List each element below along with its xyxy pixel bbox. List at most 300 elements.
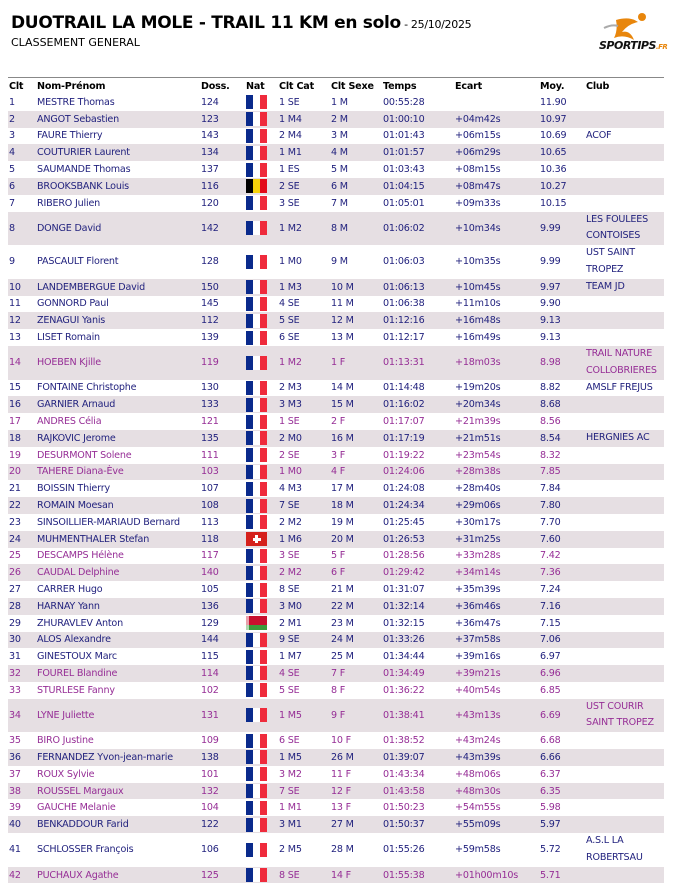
table-row [8,380,664,397]
cell-gap: +10m45s [454,279,539,296]
flag-fr-icon [246,448,267,462]
cell-club [585,396,664,413]
cell-gender-rank: 6 F [330,564,382,581]
cell-nationality [245,195,278,212]
cell-gap: +08m15s [455,164,501,176]
flag-fr-icon [246,784,267,798]
cell-club [585,195,664,212]
cell-time: 01:43:34 [383,768,425,780]
table-row [8,413,664,430]
cell-gender-rank: 21 M [331,584,354,595]
cell-bib: 122 [200,816,245,833]
cell-club [585,632,664,649]
cell-bib: 101 [201,768,219,780]
cell-nationality [245,682,278,699]
cell-club [585,447,664,464]
cell-club [585,867,664,884]
cell-name: FERNANDEZ Yvon-jean-marie [36,749,200,766]
cell-name: ZHURAVLEV Anton [37,617,123,629]
cell-gender-rank: 8 M [330,212,382,246]
cell-nationality [245,514,278,531]
cell-category-rank: 2 M2 [279,516,302,528]
cell-gender-rank: 4 F [330,464,382,481]
cell-gender-rank: 10 F [331,735,351,747]
cell-rank: 11 [9,298,21,310]
cell-gap: +40m54s [455,684,501,696]
cell-gender-rank: 14 M [331,382,354,394]
cell-gender-rank: 12 F [330,783,382,800]
cell-speed: 7.36 [539,564,585,581]
cell-name: RIBERO Julien [37,197,101,209]
cell-gender-rank: 9 M [331,256,348,268]
flag-fr-icon [246,549,267,563]
table-row [8,178,664,195]
cell-club [585,816,664,833]
cell-name: ANDRES Célia [37,416,102,428]
cell-club: AMSLF FREJUS [586,381,653,393]
table-row [8,195,664,212]
cell-category-rank: 2 M3 [279,382,302,394]
cell-name: DONGE David [36,212,200,246]
runner-logo-icon [596,12,656,42]
cell-name: HOEBEN Kjille [36,346,200,380]
cell-bib: 120 [201,197,219,209]
cell-nationality [245,564,278,581]
cell-speed: 6.35 [539,783,585,800]
cell-speed: 10.15 [540,197,567,209]
cell-nationality [245,799,278,816]
cell-rank: 40 [8,816,36,833]
table-row [8,346,664,380]
cell-nationality [245,632,278,649]
cell-gender-rank: 3 F [331,449,346,461]
flag-be-icon [246,179,267,193]
cell-rank: 6 [8,178,36,195]
cell-gap: +20m34s [454,396,539,413]
cell-name: ROUSSEL Margaux [36,783,200,800]
table-row [8,699,664,733]
cell-rank: 42 [8,867,36,884]
cell-rank: 13 [9,332,21,344]
cell-club [585,296,664,313]
flag-fr-icon [246,767,267,781]
cell-gender-rank: 10 M [330,279,382,296]
cell-nationality [245,464,278,481]
cell-gap: +33m28s [455,550,501,562]
flag-fr-icon [246,381,267,395]
table-row [8,732,664,749]
cell-club [585,497,664,514]
table-row [8,564,664,581]
cell-bib: 137 [201,164,219,176]
sportips-logo [596,12,666,58]
cell-category-rank: 1 ES [279,164,300,176]
table-row [8,480,664,497]
cell-gender-rank: 5 F [331,550,346,562]
table-row [8,144,664,161]
cell-rank: 18 [8,430,36,447]
cell-bib: 133 [200,396,245,413]
table-row [8,447,664,464]
cell-gender-rank: 23 M [331,617,354,629]
cell-club [585,783,664,800]
cell-name: LYNE Juliette [36,699,200,733]
cell-speed: 7.70 [540,516,561,528]
table-row [8,161,664,178]
cell-gender-rank: 26 M [330,749,382,766]
cell-club [585,531,664,548]
cell-gender-rank: 4 M [330,144,382,161]
cell-rank: 3 [9,130,15,142]
cell-gap: +35m39s [455,584,501,595]
cell-time: 01:29:42 [382,564,454,581]
cell-speed: 7.24 [540,584,561,595]
cell-speed: 7.16 [539,598,585,615]
cell-nationality [245,833,278,867]
cell-nationality [245,296,278,313]
cell-speed: 5.72 [540,844,561,856]
logo-suffix: .FR [655,43,668,51]
cell-bib: 140 [200,564,245,581]
cell-gap: +16m48s [454,312,539,329]
cell-name: LANDEMBERGUE David [36,279,200,296]
cell-club [585,732,664,749]
column-header-time: Temps [383,81,417,92]
cell-time: 01:50:37 [382,816,454,833]
flag-fr-icon [246,331,267,345]
cell-gap: +43m24s [455,735,501,747]
table-row [8,312,664,329]
cell-nationality [245,749,278,766]
cell-bib: 124 [201,96,219,108]
cell-gap: +59m58s [455,844,501,856]
cell-name: CAUDAL Delphine [36,564,200,581]
cell-nationality [245,783,278,800]
cell-nationality [245,447,278,464]
cell-category-rank: 1 M2 [278,212,330,246]
cell-nationality [245,665,278,682]
cell-time: 01:50:23 [383,802,425,814]
cell-nationality [245,699,278,733]
cell-name: GAUCHE Melanie [37,802,116,814]
cell-bib: 106 [201,844,219,856]
cell-gap: +01h00m10s [454,867,539,884]
cell-bib: 128 [201,256,219,268]
cell-gender-rank: 1 F [330,346,382,380]
cell-nationality [245,279,278,296]
cell-time: 01:16:02 [382,396,454,413]
cell-time: 01:55:26 [383,844,425,856]
cell-rank: 30 [8,632,36,649]
cell-time: 01:43:58 [382,783,454,800]
cell-rank: 14 [8,346,36,380]
cell-club: UST COURIR SAINT TROPEZ [585,699,664,733]
cell-nationality [245,615,278,632]
cell-gap: +29m06s [454,497,539,514]
table-row [8,430,664,447]
cell-time: 01:12:17 [383,332,425,344]
cell-bib: 103 [200,464,245,481]
cell-time: 01:38:52 [383,735,425,747]
cell-time: 01:55:38 [382,867,454,884]
column-header-category-rank: Clt Cat [279,81,314,92]
cell-gap: +30m17s [455,516,501,528]
flag-fr-icon [246,868,267,882]
cell-rank: 41 [9,844,21,856]
cell-club: LES FOULEES CONTOISES [585,212,664,246]
cell-club [585,111,664,128]
cell-category-rank: 4 SE [279,298,300,310]
flag-fr-icon [246,583,267,597]
race-title: DUOTRAIL LA MOLE - TRAIL 11 KM en solo [11,13,401,33]
cell-rank: 1 [9,96,15,108]
cell-bib: 113 [201,516,219,528]
cell-category-rank: 1 M6 [278,531,330,548]
table-row [8,749,664,766]
cell-gender-rank: 28 M [331,844,354,856]
cell-club [585,581,664,598]
cell-name: SCHLOSSER François [37,844,134,856]
cell-gap: +28m38s [454,464,539,481]
cell-time: 01:01:43 [383,130,425,142]
flag-fr-icon [246,683,267,697]
flag-fr-icon [246,708,267,722]
cell-gap: +48m06s [455,768,501,780]
cell-gender-rank: 11 F [331,768,351,780]
cell-name: PASCAULT Florent [37,256,119,268]
cell-speed: 7.06 [539,632,585,649]
table-row [8,816,664,833]
cell-gap: +09m33s [455,197,501,209]
flag-fr-icon [246,465,267,479]
table-row [8,615,664,632]
cell-time: 01:17:07 [383,416,425,428]
results-table [8,79,664,883]
cell-rank: 27 [9,584,21,595]
cell-gender-rank: 27 M [330,816,382,833]
cell-rank: 32 [8,665,36,682]
cell-speed: 10.97 [539,111,585,128]
table-row [8,648,664,665]
column-header-nationality: Nat [246,81,265,92]
cell-speed: 8.68 [539,396,585,413]
cell-speed: 9.99 [539,212,585,246]
cell-time: 01:06:02 [382,212,454,246]
cell-name: BROOKSBANK Louis [36,178,200,195]
cell-name: BENKADDOUR Farid [36,816,200,833]
table-row [8,665,664,682]
cell-nationality [245,94,278,111]
cell-nationality [245,212,278,246]
cell-club: TEAM JD [585,279,664,296]
cell-time: 01:12:16 [382,312,454,329]
cell-gender-rank: 20 M [330,531,382,548]
cell-rank: 8 [8,212,36,246]
cell-club [585,514,664,531]
cell-category-rank: 2 M1 [279,617,302,629]
cell-time: 01:13:31 [382,346,454,380]
cell-rank: 17 [9,416,21,428]
cell-gender-rank: 16 M [330,430,382,447]
cell-gender-rank: 13 F [331,802,351,814]
cell-time: 01:31:07 [383,584,425,595]
cell-club [585,480,664,497]
cell-bib: 134 [200,144,245,161]
cell-category-rank: 1 M2 [278,346,330,380]
cell-category-rank: 8 SE [278,867,330,884]
cell-speed: 5.97 [539,816,585,833]
cell-category-rank: 3 M0 [278,598,330,615]
table-row [8,464,664,481]
cell-rank: 29 [9,617,21,629]
cell-club [585,312,664,329]
cell-bib: 125 [200,867,245,884]
cell-gender-rank: 5 M [331,164,348,176]
cell-name: GONNORD Paul [37,298,109,310]
flag-fr-icon [246,515,267,529]
cell-club [585,648,664,665]
cell-rank: 9 [9,256,15,268]
cell-category-rank: 3 SE [279,550,300,562]
cell-rank: 4 [8,144,36,161]
cell-rank: 10 [8,279,36,296]
cell-speed: 8.56 [540,416,561,428]
cell-gender-rank: 25 M [331,651,354,663]
cell-nationality [245,732,278,749]
cell-speed: 9.99 [540,256,561,268]
cell-gender-rank: 15 M [330,396,382,413]
cell-nationality [245,598,278,615]
cell-gap: +37m58s [454,632,539,649]
flag-fr-icon [246,666,267,680]
cell-gap: +10m34s [454,212,539,246]
cell-club [585,548,664,565]
flag-fr-icon [246,415,267,429]
cell-gender-rank: 9 F [330,699,382,733]
cell-nationality [245,329,278,346]
cell-gap [454,94,539,111]
table-row [8,783,664,800]
cell-nationality [245,111,278,128]
flag-fr-icon [246,297,267,311]
cell-category-rank: 1 M1 [279,802,302,814]
cell-speed: 9.13 [539,312,585,329]
race-date: - 25/10/2025 [400,18,472,31]
cell-bib: 112 [200,312,245,329]
cell-gap: +54m55s [455,802,501,814]
cell-category-rank: 1 M5 [278,749,330,766]
cell-time: 01:03:43 [383,164,425,176]
cell-club: ACOF [586,129,612,141]
cell-category-rank: 5 SE [278,312,330,329]
flag-ch-icon [246,532,267,546]
table-row [8,94,664,111]
cell-category-rank: 2 SE [279,449,300,461]
cell-club: TRAIL NATURE COLLOBRIERES [585,346,664,380]
cell-name: COUTURIER Laurent [36,144,200,161]
cell-club [585,749,664,766]
header-divider [8,77,664,78]
cell-name: SINSOILLIER-MARIAUD Bernard [37,516,180,528]
table-row [8,867,664,884]
cell-gap: +39m16s [455,651,501,663]
cell-category-rank: 7 SE [278,497,330,514]
cell-gender-rank: 24 M [330,632,382,649]
cell-speed: 6.69 [539,699,585,733]
cell-bib: 117 [201,550,219,562]
cell-time: 01:28:56 [383,550,425,562]
cell-bib: 130 [201,382,219,394]
cell-gap: +16m49s [455,332,501,344]
cell-club [585,665,664,682]
table-row [8,598,664,615]
flag-fr-icon [246,818,267,832]
cell-time: 01:00:10 [382,111,454,128]
flag-fr-icon [246,280,267,294]
flag-fr-icon [246,750,267,764]
cell-name: DESCAMPS Hélène [37,550,124,562]
cell-rank: 34 [8,699,36,733]
cell-name: FOUREL Blandine [36,665,200,682]
cell-rank: 36 [8,749,36,766]
cell-gap: +39m21s [454,665,539,682]
cell-nationality [245,413,278,430]
cell-bib: 105 [201,584,219,595]
cell-time: 01:06:03 [383,256,425,268]
flag-fr-icon [246,356,267,370]
table-row [8,329,664,346]
flag-fr-icon [246,129,267,143]
cell-time: 01:33:26 [382,632,454,649]
cell-nationality [245,531,278,548]
cell-rank: 35 [9,735,21,747]
cell-club [585,178,664,195]
cell-speed: 7.15 [540,617,561,629]
cell-gap: +08m47s [454,178,539,195]
flag-fr-icon [246,499,267,513]
cell-time: 01:05:01 [383,197,425,209]
cell-nationality [245,648,278,665]
cell-nationality [245,430,278,447]
cell-category-rank: 1 M0 [279,256,302,268]
flag-fr-icon [246,566,267,580]
flag-fr-icon [246,482,267,496]
cell-gap: +36m47s [455,617,501,629]
cell-club [585,799,664,816]
cell-time: 01:24:08 [383,483,425,495]
table-row [8,245,664,279]
cell-name: ROMAIN Moesan [36,497,200,514]
cell-club [585,413,664,430]
cell-nationality [245,144,278,161]
cell-nationality [245,245,278,279]
cell-nationality [245,396,278,413]
cell-name: BOISSIN Thierry [37,483,110,495]
cell-bib: 142 [200,212,245,246]
cell-name: ALOS Alexandre [36,632,200,649]
cell-category-rank: 2 M0 [278,430,330,447]
cell-time: 01:34:44 [383,651,425,663]
cell-speed: 9.13 [540,332,561,344]
cell-time: 01:06:13 [382,279,454,296]
cell-name: MUHMENTHALER Stefan [36,531,200,548]
cell-bib: 144 [200,632,245,649]
cell-bib: 131 [200,699,245,733]
cell-gap: +43m13s [454,699,539,733]
cell-time: 00:55:28 [383,96,425,108]
cell-speed: 6.37 [540,768,561,780]
cell-club [585,144,664,161]
